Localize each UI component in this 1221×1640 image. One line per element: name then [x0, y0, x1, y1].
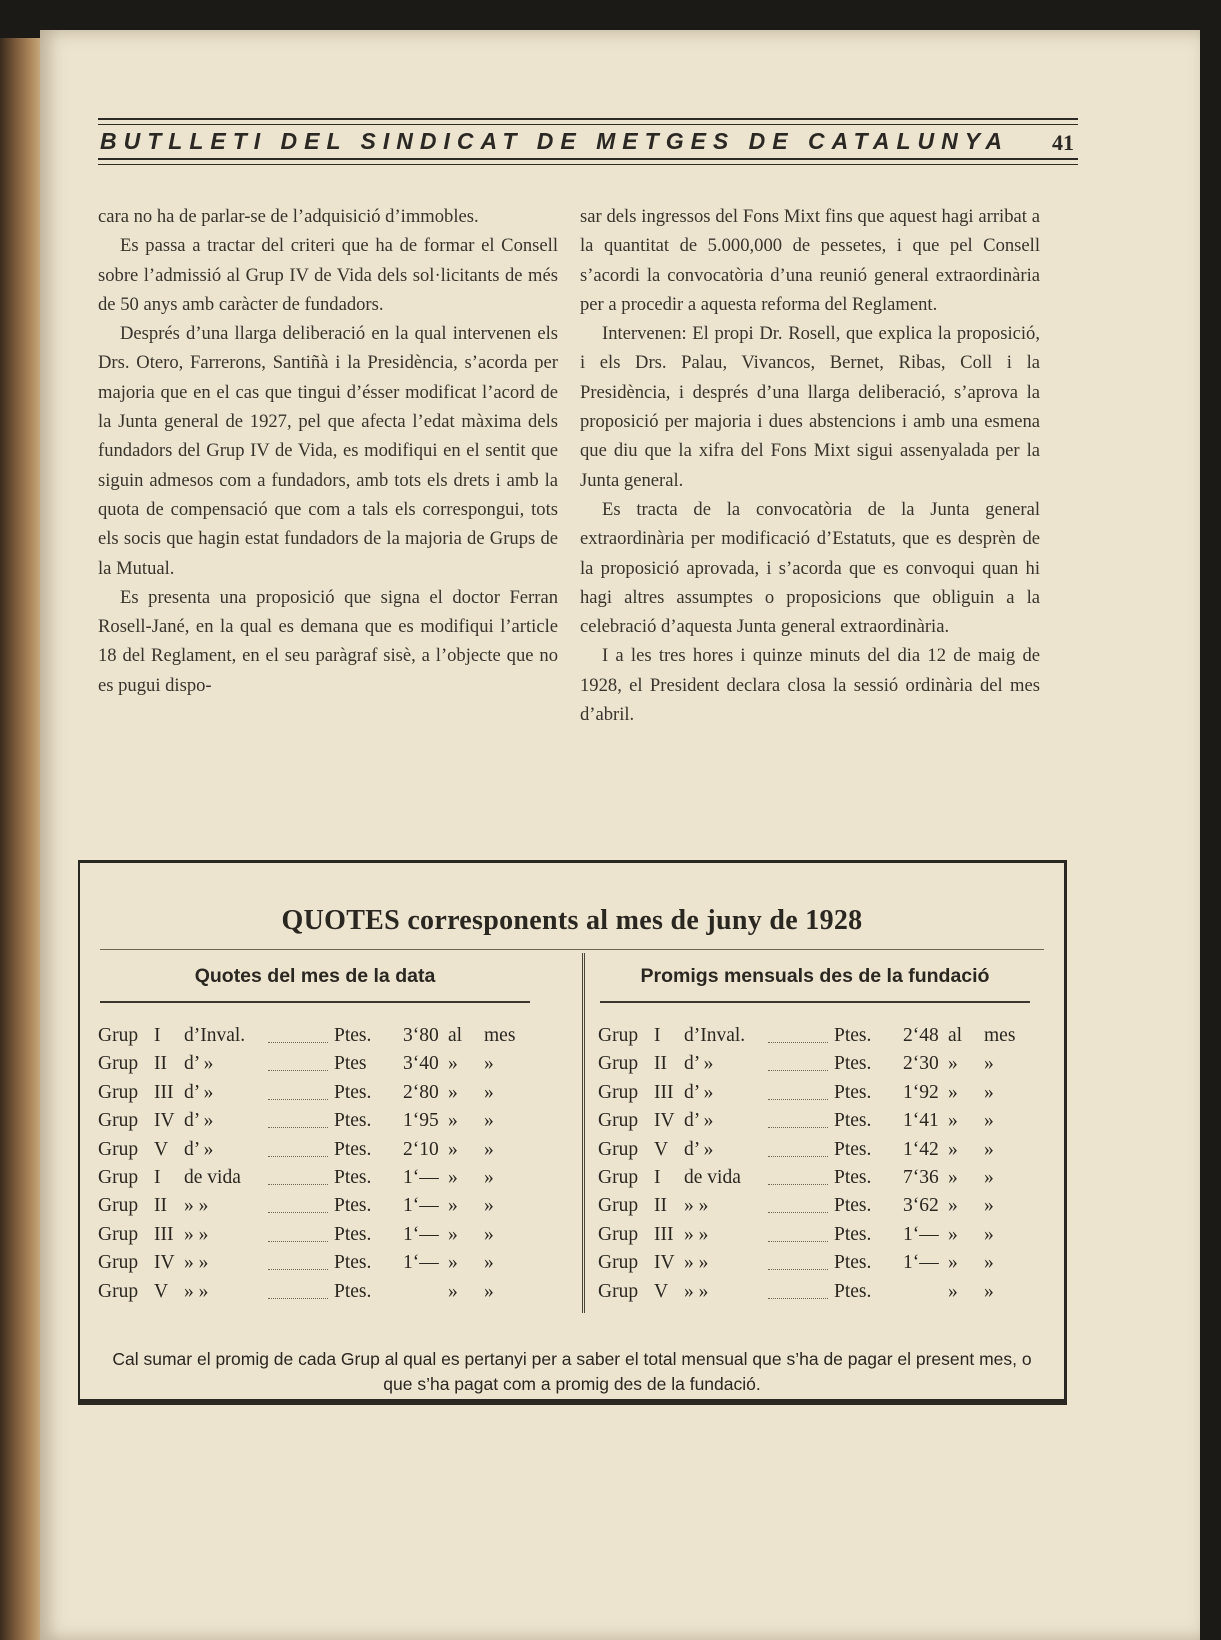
table-row — [598, 1252, 1058, 1280]
paragraph: sar dels ingressos del Fons Mixt fins que aquest hagi arribat a la quantitat de 5.000,000 de pessetes, i que pel Consell s’acordi la convocatòria d’una reunió general extraordinària per a procedir a aquesta reforma del Reglament. — [580, 206, 1040, 315]
quota-amount: 7‘36 — [903, 1166, 939, 1188]
heading-rule — [600, 1001, 1030, 1003]
ditto-1: » — [448, 1195, 458, 1217]
left-quotes-table — [98, 1025, 558, 1309]
group-class: d’Inval. — [184, 1025, 246, 1046]
currency-label: Ptes. — [834, 1053, 872, 1075]
ditto-1: » — [448, 1166, 458, 1188]
page-header — [98, 88, 1078, 174]
group-label: Grup — [598, 1166, 639, 1188]
group-class: » » — [184, 1252, 209, 1274]
paragraph: Intervenen: El propi Dr. Rosell, que explica la proposició, i els Drs. Palau, Vivancos, Bernet, Ribas, Coll i la Presidència, i després d’una llarga deliberació, s’aprova la proposició per majoria i dues abstencions i amb una esmena que diu que la xifra del Fons Mixt sigui assenyalada per la Junta general. — [580, 323, 1040, 491]
table-row — [598, 1053, 1058, 1081]
currency-label: Ptes. — [334, 1166, 372, 1188]
quota-amount: 1‘41 — [903, 1110, 939, 1132]
ditto-2: » — [484, 1110, 494, 1132]
group-label: Grup — [98, 1195, 139, 1217]
title-divider — [100, 949, 1044, 950]
currency-label: Ptes. — [834, 1280, 872, 1302]
currency-label: Ptes. — [834, 1166, 872, 1188]
group-label: Grup — [98, 1252, 139, 1274]
leader-dots — [268, 1070, 328, 1071]
ditto-2: » — [984, 1053, 994, 1075]
header-rule — [98, 118, 1078, 120]
ditto-1: » — [948, 1252, 958, 1274]
group-number: I — [654, 1025, 661, 1046]
ditto-2: » — [484, 1166, 494, 1188]
ditto-1: » — [948, 1110, 958, 1132]
quota-amount: 2‘10 — [403, 1138, 439, 1160]
group-class: d’ » — [684, 1138, 714, 1160]
group-label: Grup — [598, 1223, 639, 1245]
quota-amount: 2‘80 — [403, 1081, 439, 1103]
group-number: III — [654, 1081, 674, 1103]
ditto-2: » — [984, 1195, 994, 1217]
ditto-1: » — [948, 1166, 958, 1188]
ditto-1: » — [448, 1280, 458, 1302]
table-row — [598, 1195, 1058, 1223]
currency-label: Ptes. — [834, 1195, 872, 1217]
group-number: II — [154, 1195, 167, 1217]
ditto-2: » — [484, 1081, 494, 1103]
header-rule — [98, 164, 1078, 165]
quota-amount: 3‘80 — [403, 1025, 439, 1046]
right-text-column — [580, 202, 1040, 729]
quota-amount: 1‘— — [403, 1223, 439, 1245]
currency-label: Ptes. — [834, 1138, 872, 1160]
group-label: Grup — [598, 1053, 639, 1075]
currency-label: Ptes. — [834, 1252, 872, 1274]
group-number: II — [654, 1053, 667, 1075]
currency-label: Ptes. — [334, 1025, 372, 1046]
quota-amount: 1‘— — [403, 1252, 439, 1274]
page-number: 41 — [1052, 130, 1074, 155]
quotes-note: Cal sumar el promig de cada Grup al qual es pertanyi per a saber el total mensual que s’ha de pagar el present mes, o que s’ha pagat com a promig des de la fundació. — [112, 1349, 1032, 1394]
group-class: » » — [684, 1195, 709, 1217]
ditto-2: » — [484, 1195, 494, 1217]
leader-dots — [768, 1099, 828, 1100]
leader-dots — [768, 1269, 828, 1270]
group-number: I — [654, 1166, 661, 1188]
group-number: I — [154, 1025, 161, 1046]
ditto-1: » — [948, 1053, 958, 1075]
header-rule — [98, 124, 1078, 125]
quotes-box — [78, 860, 1067, 1402]
group-number: IV — [654, 1110, 675, 1132]
group-number: II — [654, 1195, 667, 1217]
group-label: Grup — [598, 1025, 639, 1046]
currency-label: Ptes. — [834, 1081, 872, 1103]
group-number: V — [654, 1138, 669, 1160]
table-row — [598, 1224, 1058, 1252]
currency-label: Ptes. — [334, 1223, 372, 1245]
leader-dots — [768, 1212, 828, 1213]
ditto-2: » — [984, 1138, 994, 1160]
ditto-1: » — [448, 1110, 458, 1132]
group-label: Grup — [98, 1081, 139, 1103]
heading-rule — [100, 1001, 530, 1003]
group-class: d’ » — [184, 1138, 214, 1160]
group-class: de vida — [684, 1166, 741, 1188]
table-row — [98, 1224, 558, 1252]
currency-label: Ptes. — [334, 1138, 372, 1160]
table-row — [98, 1252, 558, 1280]
group-number: III — [154, 1081, 174, 1103]
ditto-2: » — [484, 1252, 494, 1274]
group-number: IV — [154, 1110, 175, 1132]
ditto-2: » — [984, 1223, 994, 1245]
table-row — [98, 1110, 558, 1138]
ditto-1: al — [448, 1025, 463, 1046]
leader-dots — [768, 1298, 828, 1299]
group-class: d’ » — [684, 1053, 714, 1075]
table-row — [98, 1082, 558, 1110]
currency-label: Ptes. — [834, 1223, 872, 1245]
ditto-1: » — [448, 1252, 458, 1274]
quota-amount: 2‘48 — [903, 1025, 939, 1046]
group-label: Grup — [98, 1025, 139, 1046]
ditto-2: » — [984, 1110, 994, 1132]
leader-dots — [768, 1241, 828, 1242]
group-number: IV — [154, 1252, 175, 1274]
group-class: d’ » — [184, 1110, 214, 1132]
paragraph: cara no ha de parlar-se de l’adquisició d’immobles. — [98, 206, 479, 227]
group-class: » » — [184, 1195, 209, 1217]
table-row — [98, 1281, 558, 1309]
quota-amount: 3‘62 — [903, 1195, 939, 1217]
table-row — [598, 1025, 1058, 1053]
quota-amount: 1‘— — [403, 1195, 439, 1217]
group-label: Grup — [598, 1252, 639, 1274]
group-label: Grup — [98, 1223, 139, 1245]
group-class: » » — [684, 1223, 709, 1245]
quota-amount: 1‘92 — [903, 1081, 939, 1103]
group-class: de vida — [184, 1166, 241, 1188]
group-number: II — [154, 1053, 167, 1075]
ditto-2: » — [484, 1053, 494, 1075]
group-label: Grup — [598, 1195, 639, 1217]
group-label: Grup — [598, 1110, 639, 1132]
group-label: Grup — [598, 1280, 639, 1302]
group-class: » » — [684, 1280, 709, 1302]
group-number: III — [654, 1223, 674, 1245]
table-row — [98, 1053, 558, 1081]
ditto-2: » — [484, 1223, 494, 1245]
currency-label: Ptes. — [834, 1025, 872, 1046]
group-number: I — [154, 1166, 161, 1188]
quota-amount: 2‘30 — [903, 1053, 939, 1075]
quota-amount: 3‘40 — [403, 1053, 439, 1075]
ditto-2: » — [984, 1166, 994, 1188]
leader-dots — [268, 1099, 328, 1100]
ditto-2: » — [984, 1280, 994, 1302]
leader-dots — [268, 1269, 328, 1270]
ditto-2: » — [484, 1138, 494, 1160]
quota-amount: 1‘95 — [403, 1110, 439, 1132]
table-row — [598, 1167, 1058, 1195]
quota-amount: 1‘— — [903, 1252, 939, 1274]
leader-dots — [268, 1184, 328, 1185]
group-class: d’Inval. — [684, 1025, 746, 1046]
right-table-heading: Promigs mensuals des de la fundació — [640, 965, 990, 987]
ditto-1: al — [948, 1025, 963, 1046]
currency-label: Ptes. — [334, 1081, 372, 1103]
group-number: V — [154, 1138, 169, 1160]
paragraph: Es presenta una proposició que signa el doctor Ferran Rosell-Jané, en la qual es demana que es modifiqui l’article 18 del Reglament, en el seu paràgraf sisè, a l’objecte que no es pugui dispo- — [98, 586, 558, 696]
group-class: d’ » — [684, 1110, 714, 1132]
group-label: Grup — [98, 1053, 139, 1075]
group-class: d’ » — [184, 1053, 214, 1075]
paragraph: Es passa a tractar del criteri que ha de formar el Consell sobre l’admissió al Grup IV de Vida dels sol·licitants de més de 50 anys amb caràcter de fundadors. — [98, 235, 558, 315]
currency-label: Ptes. — [334, 1110, 372, 1132]
ditto-2: » — [984, 1081, 994, 1103]
ditto-2: mes — [484, 1025, 516, 1046]
table-row — [598, 1082, 1058, 1110]
leader-dots — [768, 1070, 828, 1071]
leader-dots — [768, 1184, 828, 1185]
group-class: d’ » — [184, 1081, 214, 1103]
ditto-1: » — [448, 1081, 458, 1103]
group-class: » » — [184, 1223, 209, 1245]
table-row — [98, 1139, 558, 1167]
quota-amount: 1‘42 — [903, 1138, 939, 1160]
currency-label: Ptes. — [334, 1195, 372, 1217]
ditto-1: » — [948, 1081, 958, 1103]
group-label: Grup — [98, 1280, 139, 1302]
paragraph: I a les tres hores i quinze minuts del dia 12 de maig de 1928, el President declara closa la sessió ordinària del mes d’abril. — [580, 645, 1040, 726]
left-table-heading: Quotes del mes de la data — [194, 965, 436, 987]
group-label: Grup — [98, 1110, 139, 1132]
ditto-1: » — [948, 1223, 958, 1245]
leader-dots — [268, 1156, 328, 1157]
leader-dots — [268, 1212, 328, 1213]
leader-dots — [768, 1156, 828, 1157]
group-class: » » — [684, 1252, 709, 1274]
table-row — [98, 1167, 558, 1195]
running-title: BUTLLETI DEL SINDICAT DE METGES DE CATALUNYA — [100, 128, 1009, 154]
paragraph: Després d’una llarga deliberació en la qual intervenen els Drs. Otero, Farrerons, Santiñà i la Presidència, s’acorda per majoria que en el cas que tingui d’ésser modificat l’acord de la Junta general de 1927, pel que afecta l’edat màxima dels fundadors del Grup IV de Vida, es modifiqui en el sentit que siguin admesos com a fundadors, amb tots els drets i amb la quota de compensació que com a tals els correspongui, tots els socis que hagin estat fundadors de la majoria de Grups de la Mutual. — [98, 323, 558, 579]
left-text-column — [98, 202, 558, 700]
paragraph: Es tracta de la convocatòria de la Junta general extraordinària per modificació d’Estatuts, que es desprèn de la proposició aprovada, i s’acorda que es convoqui quan hi hagi altres assumptes o proposicions que obliguin a la celebració d’aquesta Junta general extraordinària. — [580, 498, 1040, 638]
ditto-1: » — [948, 1195, 958, 1217]
header-rule — [98, 158, 1078, 160]
group-number: V — [654, 1280, 669, 1302]
leader-dots — [268, 1042, 328, 1043]
group-number: IV — [654, 1252, 675, 1274]
table-row — [598, 1281, 1058, 1309]
group-label: Grup — [598, 1081, 639, 1103]
leader-dots — [268, 1127, 328, 1128]
leader-dots — [768, 1127, 828, 1128]
scanned-page — [40, 30, 1200, 1640]
group-class: d’ » — [684, 1081, 714, 1103]
table-row — [98, 1025, 558, 1053]
leader-dots — [768, 1042, 828, 1043]
group-label: Grup — [98, 1138, 139, 1160]
group-label: Grup — [598, 1138, 639, 1160]
quota-amount: 1‘— — [903, 1223, 939, 1245]
group-class: » » — [184, 1280, 209, 1302]
ditto-1: » — [448, 1138, 458, 1160]
table-row — [598, 1110, 1058, 1138]
table-row — [98, 1195, 558, 1223]
currency-label: Ptes. — [834, 1110, 872, 1132]
column-divider — [582, 953, 585, 1313]
ditto-1: » — [448, 1053, 458, 1075]
ditto-1: » — [948, 1280, 958, 1302]
ditto-1: » — [448, 1223, 458, 1245]
right-quotes-table — [598, 1025, 1058, 1309]
ditto-1: » — [948, 1138, 958, 1160]
ditto-2: » — [484, 1280, 494, 1302]
leader-dots — [268, 1298, 328, 1299]
ditto-2: » — [984, 1252, 994, 1274]
ditto-2: mes — [984, 1025, 1016, 1046]
group-number: III — [154, 1223, 174, 1245]
quotes-title: QUOTES corresponents al mes de juny de 1928 — [281, 905, 863, 936]
leader-dots — [268, 1241, 328, 1242]
currency-label: Ptes. — [334, 1280, 372, 1302]
quota-amount: 1‘— — [403, 1166, 439, 1188]
group-number: V — [154, 1280, 169, 1302]
currency-label: Ptes — [334, 1053, 367, 1075]
currency-label: Ptes. — [334, 1252, 372, 1274]
group-label: Grup — [98, 1166, 139, 1188]
table-row — [598, 1139, 1058, 1167]
